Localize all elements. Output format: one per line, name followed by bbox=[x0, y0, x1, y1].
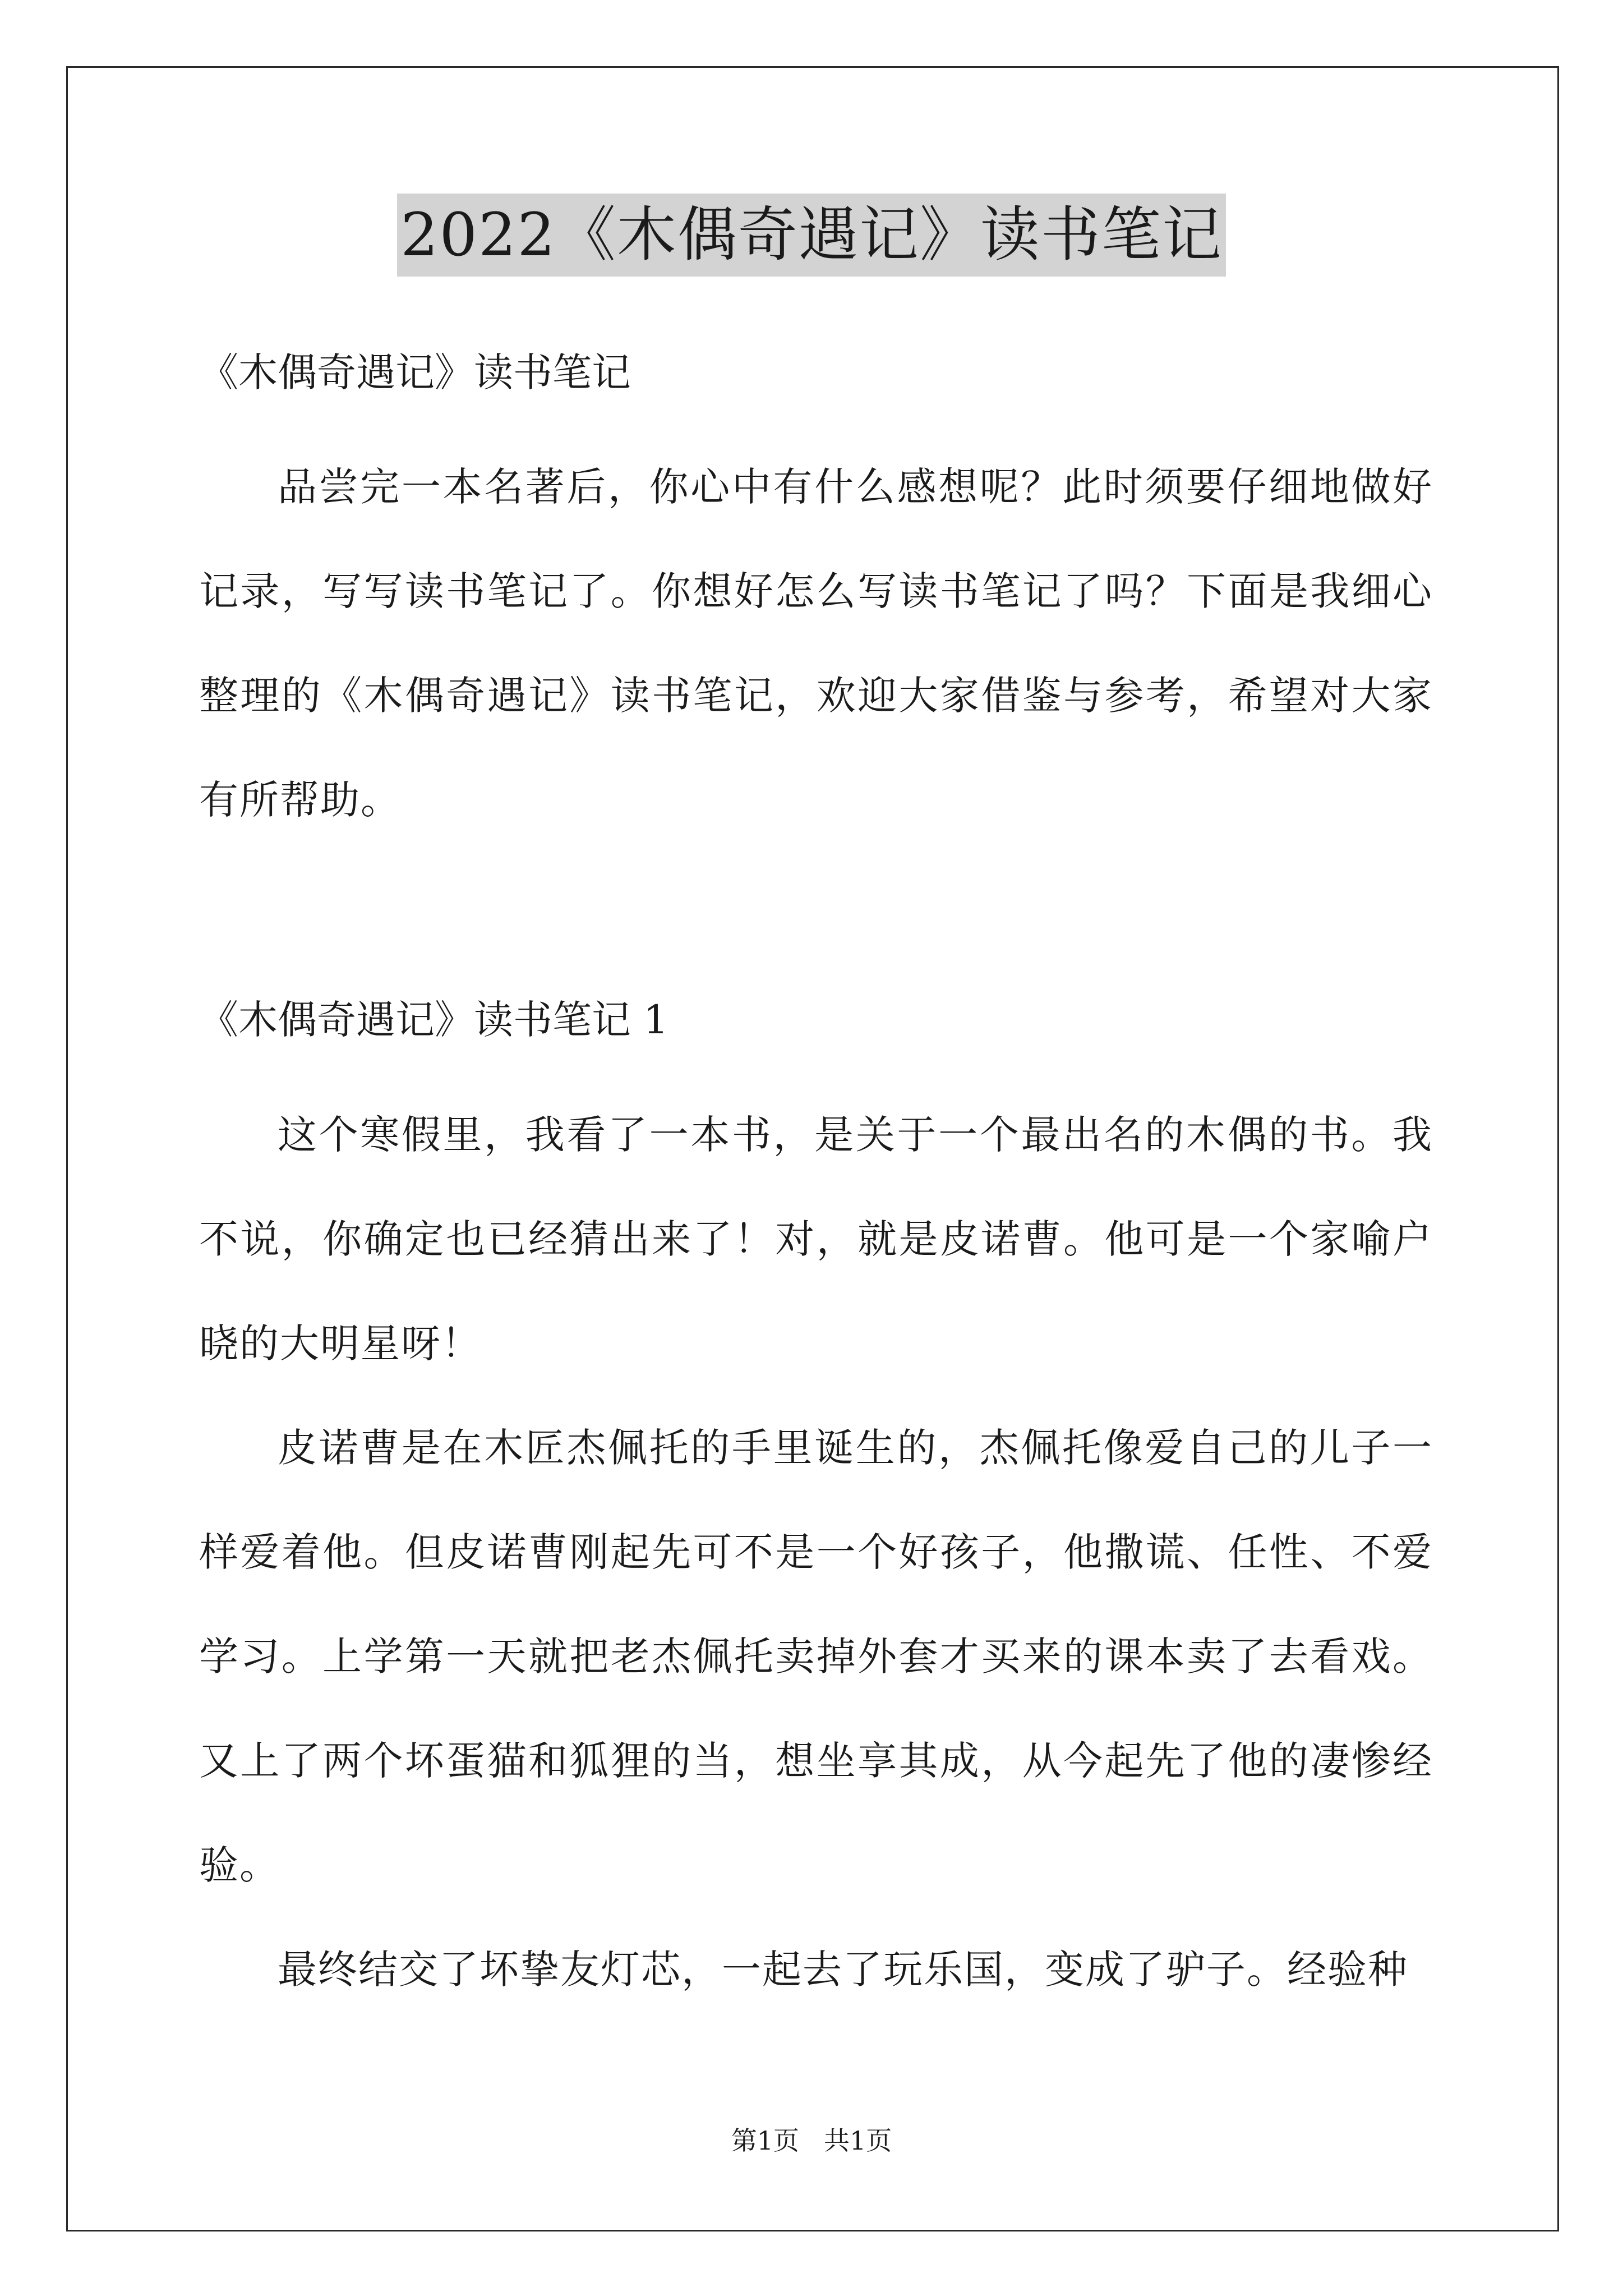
body-paragraph: 最终结交了坏挚友灯芯，一起去了玩乐国，变成了驴子。经验种 bbox=[278, 1947, 1408, 1993]
subtitle-block bbox=[199, 346, 1433, 399]
document-subtitle: 《木偶奇遇记》读书笔记 bbox=[199, 349, 631, 395]
page-footer bbox=[0, 2124, 1623, 2157]
intro-block bbox=[199, 435, 1433, 852]
body-paragraph: 这个寒假里，我看了一本书，是关于一个最出名的木偶的书。我不说，你确定也已经猜出来了！对，就是皮诺曹。他可是一个家喻户晓的大明星呀！ bbox=[199, 1112, 1433, 1366]
section-heading: 《木偶奇遇记》读书笔记 1 bbox=[199, 997, 668, 1043]
title-container bbox=[0, 194, 1623, 277]
page-total: 共1页 bbox=[824, 2125, 892, 2156]
page-number: 第1页 bbox=[731, 2125, 799, 2156]
intro-paragraph: 品尝完一本名著后，你心中有什么感想呢？此时须要仔细地做好记录，写写读书笔记了。你想好怎么写读书笔记了吗？下面是我细心整理的《木偶奇遇记》读书笔记，欢迎大家借鉴与参考，希望对大家有所帮助。 bbox=[199, 464, 1433, 823]
document-title: 2022《木偶奇遇记》读书笔记 bbox=[397, 194, 1226, 277]
section-heading-block bbox=[199, 993, 1433, 1047]
body-paragraph: 皮诺曹是在木匠杰佩托的手里诞生的，杰佩托像爱自己的儿子一样爱着他。但皮诺曹刚起先可不是一个好孩子，他撒谎、任性、不爱学习。上学第一天就把老杰佩托卖掉外套才买来的课本卖了去看戏。又上了两个坏蛋猫和狐狸的当，想坐享其成，从今起先了他的凄惨经验。 bbox=[199, 1425, 1433, 1888]
body-block bbox=[199, 1083, 1433, 2022]
